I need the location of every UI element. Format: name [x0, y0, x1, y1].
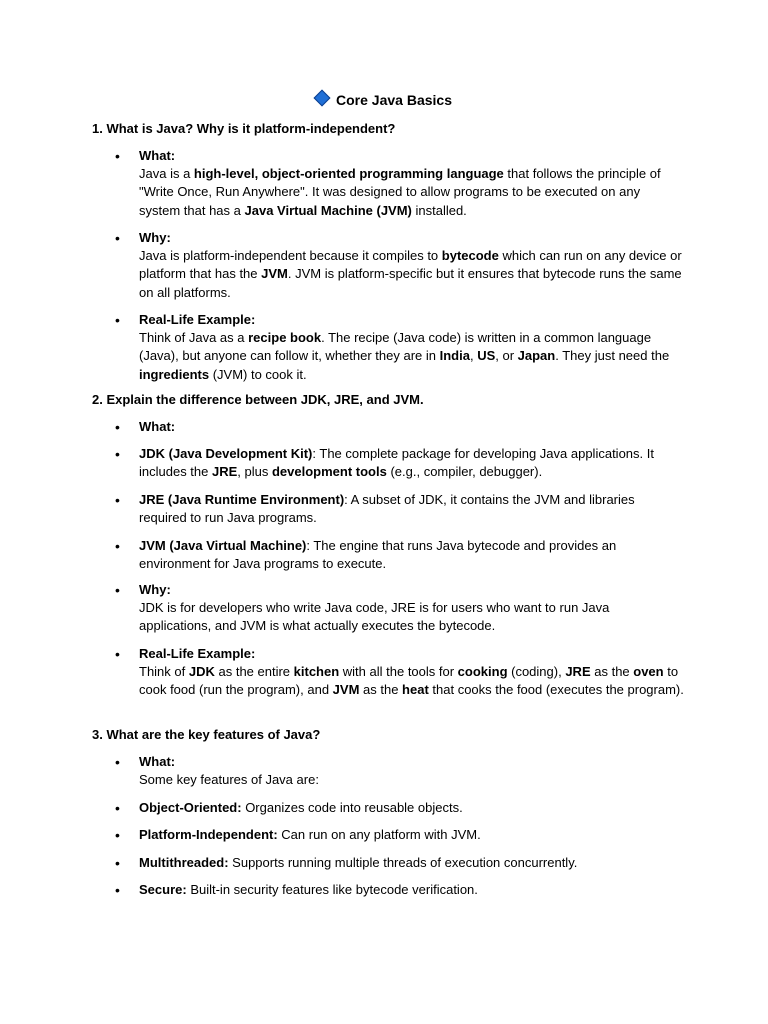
feature-label: Secure:	[139, 882, 187, 897]
q2-example-text: Think of	[139, 664, 189, 680]
q1-why-text: . JVM is platform-specific but it ensures that bytecode runs the same on all platforms.	[139, 266, 682, 300]
q2-example-label: • Real-Life Example:	[139, 646, 256, 661]
q2-jvm-term: JVM (Java Virtual Machine)	[139, 538, 307, 553]
q2-example-text: as the entire	[214, 664, 294, 680]
page-title-text: Core Java Basics	[336, 92, 452, 108]
q2-example-text: with all the tools for	[339, 664, 458, 680]
q2-jdk-bold: JRE	[212, 464, 238, 480]
feature-item	[139, 826, 684, 844]
feature-text: Can run on any platform with JVM.	[277, 827, 481, 842]
q2-example-bold: JVM	[332, 682, 360, 698]
q1-what-text: installed.	[411, 202, 467, 218]
q2-jre-item	[139, 491, 684, 527]
q2-why-label: • Why:	[139, 582, 171, 597]
q1-what-bold: Java Virtual Machine (JVM)	[244, 202, 412, 218]
q1-why-label: • Why:	[139, 230, 171, 245]
q2-example-text: to cook food (run the program), and	[139, 664, 679, 698]
question-3-heading: 3. What are the key features of Java?	[92, 727, 321, 742]
q2-example-bold: JRE	[565, 664, 591, 680]
q2-example-text: (coding),	[507, 664, 566, 680]
q1-why-text: which can run on any device or platform that has the	[139, 248, 682, 282]
q2-jdk-text: , plus	[237, 464, 272, 480]
q1-example-text: (JVM) to cook it.	[209, 366, 307, 382]
q2-jvm-item	[139, 537, 684, 573]
feature-text: Built-in security features like bytecode verification.	[186, 882, 478, 897]
question-2-heading: 2. Explain the difference between JDK, JRE, and JVM.	[92, 392, 424, 407]
q1-example-text: ,	[469, 348, 478, 364]
feature-item	[139, 854, 684, 872]
q1-example-text: , or	[495, 348, 518, 364]
q2-jre-term: JRE (Java Runtime Environment)	[139, 492, 345, 507]
q2-jdk-text: : The complete package for developing Java applications. It includes the	[139, 446, 654, 480]
q2-what-item	[139, 418, 684, 436]
q2-jre-text: : A subset of JDK, it contains the JVM and libraries required to run Java programs.	[139, 492, 635, 526]
q1-why-text: Java is platform-independent because it compiles to	[139, 248, 442, 264]
diamond-icon	[314, 90, 331, 107]
feature-text: Organizes code into reusable objects.	[241, 800, 463, 815]
q1-example-item	[139, 311, 684, 384]
page-title	[0, 90, 768, 110]
q2-jdk-item	[139, 445, 684, 481]
feature-label: Multithreaded:	[139, 855, 229, 870]
q3-what-text: Some key features of Java are:	[139, 772, 319, 788]
q1-example-label: • Real-Life Example:	[139, 312, 256, 327]
q2-jdk-bold: development tools	[271, 464, 387, 480]
q1-example-bold: Japan	[517, 348, 556, 364]
q2-example-text: as the	[359, 682, 403, 698]
q2-example-text: that cooks the food (executes the program).	[428, 682, 684, 698]
feature-label: Platform-Independent:	[139, 827, 278, 842]
q1-example-bold: US	[477, 348, 496, 364]
q1-why-bold: bytecode	[441, 248, 499, 264]
q2-jdk-text: (e.g., compiler, debugger).	[386, 464, 543, 480]
feature-item	[139, 881, 684, 899]
q2-jdk-term: JDK (Java Development Kit)	[139, 446, 313, 461]
feature-label: Object-Oriented:	[139, 800, 242, 815]
q1-example-text: . They just need the	[555, 348, 670, 364]
q3-what-label: • What:	[139, 754, 176, 769]
q2-example-bold: oven	[633, 664, 664, 680]
q2-example-bold: heat	[402, 682, 429, 698]
q1-example-text: . The recipe (Java code) is written in a common language (Java), but anyone can follow it, whether they are in	[139, 330, 652, 364]
q2-example-bold: kitchen	[293, 664, 340, 680]
question-1-heading: 1. What is Java? Why is it platform-independent?	[92, 121, 396, 136]
q2-example-bold: cooking	[457, 664, 508, 680]
q2-example-bold: JDK	[188, 664, 215, 680]
q1-example-text: Think of Java as a	[139, 330, 249, 346]
q1-why-bold: JVM	[261, 266, 288, 282]
q2-why-item	[139, 581, 684, 636]
q1-example-bold: ingredients	[139, 366, 210, 382]
q1-example-bold: recipe book	[248, 330, 322, 346]
q1-what-label: • What:	[139, 148, 176, 163]
q1-example-bold: India	[439, 348, 470, 364]
q1-what-item	[139, 147, 684, 220]
q1-why-item	[139, 229, 684, 302]
q2-example-item	[139, 645, 684, 700]
q3-what-item	[139, 753, 684, 789]
q1-what-text: Java is a	[139, 166, 194, 182]
feature-text: Supports running multiple threads of execution concurrently.	[228, 855, 578, 870]
q2-what-label: • What:	[139, 419, 176, 434]
feature-item	[139, 799, 684, 817]
q1-what-text: that follows the principle of "Write Once, Run Anywhere". It was designed to allow programs to be executed on any system that has a	[139, 166, 661, 218]
q1-what-bold: high-level, object-oriented programming language	[193, 166, 504, 182]
q2-example-text: as the	[590, 664, 634, 680]
q2-why-text: JDK is for developers who write Java code, JRE is for users who want to run Java applications, and JVM is what actually executes the bytecode.	[139, 600, 610, 634]
q2-jvm-text: : The engine that runs Java bytecode and provides an environment for Java programs to execute.	[139, 538, 617, 572]
